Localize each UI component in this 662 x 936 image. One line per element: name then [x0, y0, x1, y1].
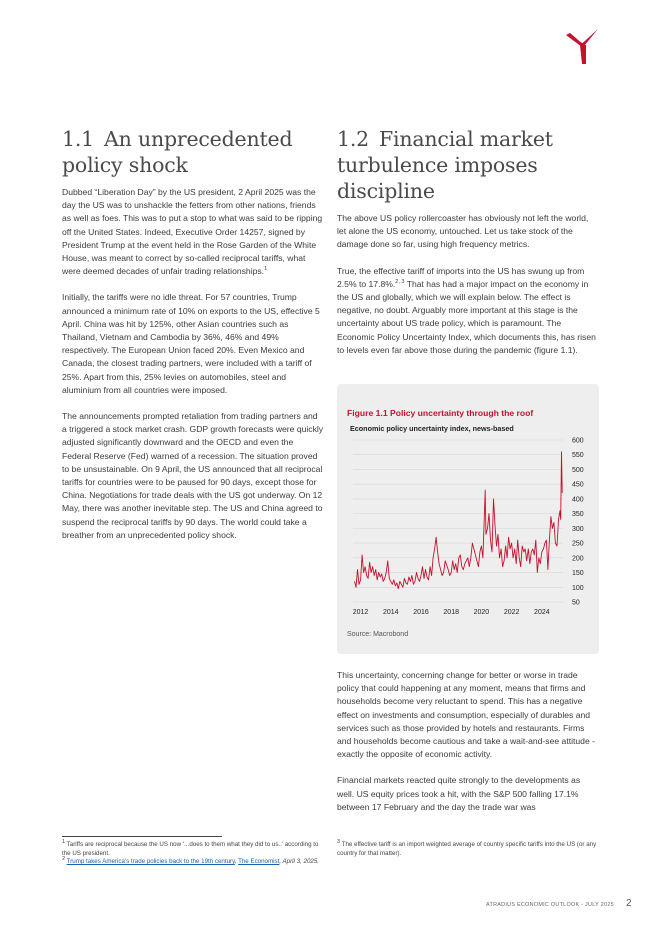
y-tick-label: 350 — [572, 511, 584, 519]
paragraph: This uncertainty, concerning change for better or worse in trade policy that could happening at any moment, means that firms and households become very reluctant to spend. This has a negative effect on investments and consumption, especially of durables and services such as those provided by hotels and restaurants. Firms and households become cautious and take a wait-and-see attitude - exactly the opposite of economic activity. — [337, 670, 595, 760]
y-tick-label: 600 — [572, 437, 584, 445]
y-tick-label: 550 — [572, 452, 584, 460]
footer-label: ATRADIUS ECONOMIC OUTLOOK - JULY 2025 — [486, 902, 614, 908]
x-tick-label: 2022 — [503, 609, 520, 616]
paragraph: The above US policy rollercoaster has obviously not left the world, let alone the US economy, untouched. Let us take stock of the damage done so far, using high frequency metrics. — [337, 213, 589, 250]
page-number: 2 — [626, 898, 632, 909]
x-tick-label: 2014 — [382, 609, 399, 616]
y-tick-label: 250 — [572, 540, 584, 548]
figure-source: Source: Macrobond — [347, 631, 409, 638]
series-line — [355, 452, 563, 589]
x-tick-label: 2012 — [352, 609, 369, 616]
x-tick-label: 2024 — [534, 609, 550, 616]
footnote-3: $^3$ The effective tariff is an import weighted average of country specific tariffs into the US (or any country for that matter). — [337, 838, 597, 857]
footnote-article-link[interactable]: Trump takes America’s trade policies back to the 19th century — [66, 858, 235, 866]
footnotes-left — [62, 838, 324, 867]
paragraph: Initially, the tariffs were no idle threat. For 57 countries, Trump announced a minimum rate of 10% on exports to the US, effective 5 April. China was hit by 125%, other Asian countries such as Thailand, Vietnam and Cambodia by 36%, 46% and 49% respectively. The European Union faced 20%. Even Mexico and Canada, the closest trading partners, were included with a tariff of 25%. Apart from this, 25% levies on automobiles, steel and aluminium from all countries were imposed. — [62, 292, 320, 395]
x-tick-label: 2018 — [443, 609, 459, 616]
section-1-2-continued — [337, 669, 599, 827]
figure-1-1 — [337, 384, 599, 654]
footnote-ref[interactable]: 1 — [264, 266, 268, 273]
y-tick-label: 500 — [572, 466, 584, 474]
chart-subtitle: Economic policy uncertainty index, news-based — [350, 424, 514, 433]
y-tick-label: 50 — [572, 599, 580, 607]
tri-wing-logo-icon — [562, 26, 602, 66]
y-tick-label: 150 — [572, 570, 584, 578]
section-heading: 1.1 An unprecedented policy shock — [62, 127, 293, 177]
paragraph: The announcements prompted retaliation from trading partners and a triggered a stock market crash. GDP growth forecasts were quickly adjusted significantly downward and the OECD and even the Federal Reserve (Fed) warned of a recession. The situation proved to be unsustainable. On 9 April, the US announced that all reciprocal tariffs for countries were to be paused for 90 days, except those for China. Negotiations for trade deals with the US got underway. On 12 May, there was another inevitable step. The US and China agreed to suspend the reciprocal tariffs by 90 days. The world could take a breather from an unprecedented policy shock. — [62, 411, 324, 540]
y-tick-label: 100 — [572, 584, 584, 592]
section-heading: 1.2 Financial market turbulence imposes discipline — [337, 127, 553, 203]
paragraph: True, the effective tariff of imports into the US has swung up from 2.5% to 17.8%.$^{2, 3}$ That has had a major impact on the economy in the US and globally, which we will explain below. The effect is negative, no doubt. Arguably more important at this stage is the uncertainty about US trade policy, which is paramount. The Economic Policy Uncertainty Index, which documents this, has risen to levels even far above those during the pandemic (figure 1.1). — [337, 265, 596, 355]
footnote-source-link[interactable]: The Economist — [238, 858, 280, 866]
footnote-divider — [62, 836, 222, 837]
policy-uncertainty-chart — [337, 384, 599, 629]
x-tick-label: 2016 — [413, 609, 429, 616]
footnote-ref[interactable]: 2, 3 — [395, 278, 405, 285]
footnote-1: $^1$ Tariffs are reciprocal because the US now ‘...does to them what they did to us..’ according to the US president. — [62, 838, 319, 857]
footnotes-right — [337, 838, 599, 858]
footnote-2: $^2$ Trump takes America’s trade policies back to the 19th century, The Economist, April 3, 2025. — [62, 856, 320, 866]
y-tick-label: 300 — [572, 525, 584, 533]
y-tick-label: 200 — [572, 555, 584, 563]
section-1-1 — [62, 126, 324, 555]
y-tick-label: 450 — [572, 481, 584, 489]
paragraph: Financial markets reacted quite strongly to the developments as well. US equity prices took a hit, with the S&P 500 falling 17.1% between 17 February and the day the trade war was — [337, 775, 581, 812]
paragraph: Dubbed “Liberation Day” by the US president, 2 April 2025 was the day the US was to unshackle the fetters from other nations, friends as well as foes. This was to put a stop to what was said to be ripping off the United States. Indeed, Executive Order 14257, signed by President Trump at the event held in the Rose Garden of the White House, was meant to correct by so-called reciprocal tariffs, what were deemed decades of unfair trading relationships.$^1$ — [62, 187, 323, 277]
x-tick-label: 2020 — [473, 609, 490, 616]
figure-title: Figure 1.1 Policy uncertainty through the roof — [347, 408, 534, 418]
y-tick-label: 400 — [572, 496, 584, 504]
section-1-2 — [337, 126, 599, 370]
